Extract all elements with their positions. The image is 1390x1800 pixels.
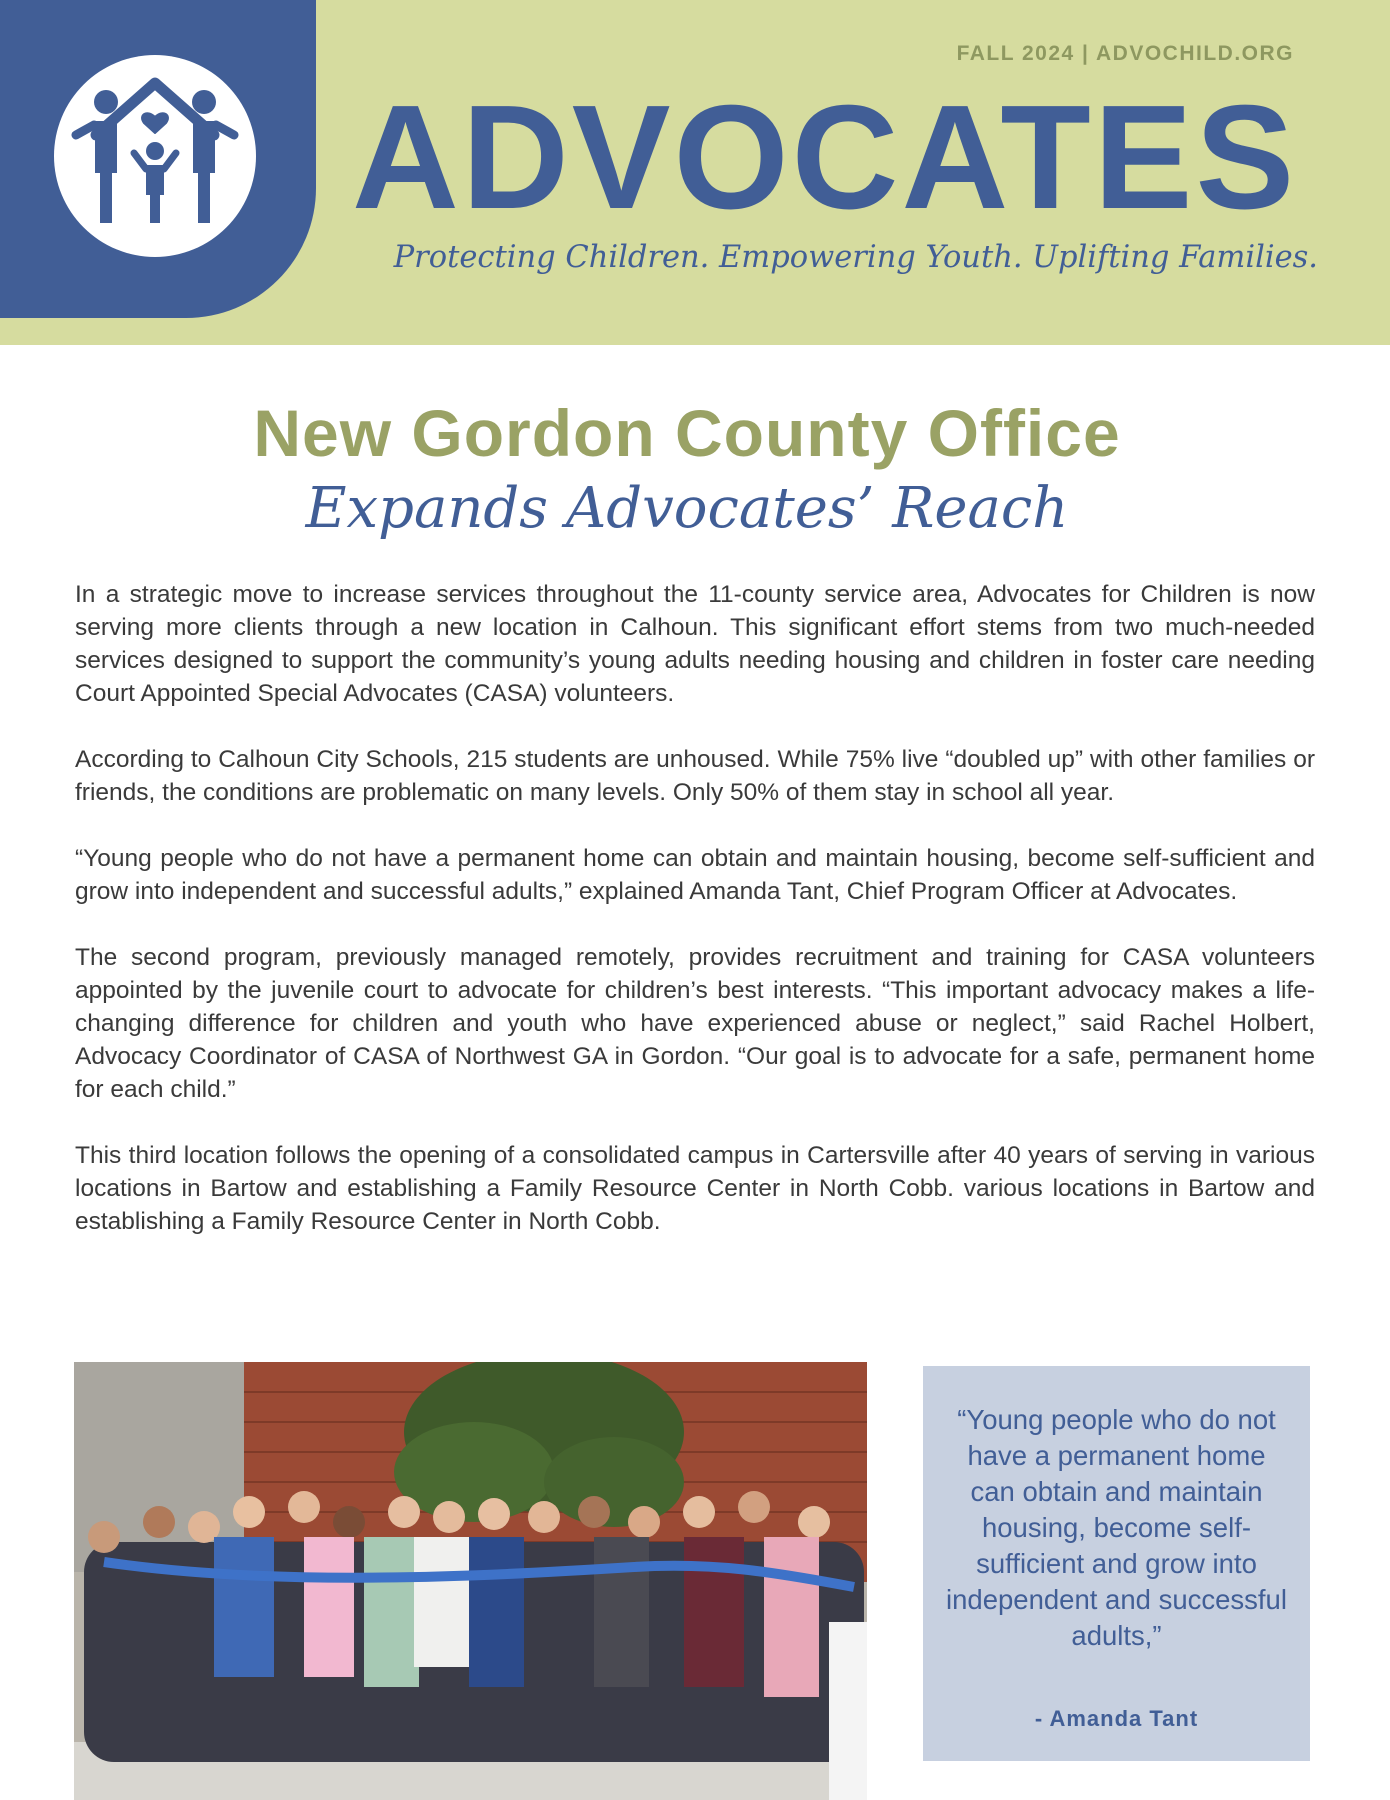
pull-quote-attribution: - Amanda Tant bbox=[1034, 1706, 1199, 1731]
paragraph-3: “Young people who do not have a permanent home can obtain and maintain housing, become self-sufficient and grow into independent and successful adults,” explained Amanda Tant, Chief Program Officer at Advocates. bbox=[75, 845, 1315, 905]
logo-block bbox=[0, 0, 316, 318]
ribbon-cutting-group-photo bbox=[74, 1362, 867, 1800]
masthead-band bbox=[0, 0, 1390, 345]
article-headline: New Gordon County Office bbox=[253, 396, 1121, 470]
pull-quote-box bbox=[923, 1366, 1310, 1761]
issue-date-website: FALL 2024 | ADVOCHILD.ORG bbox=[956, 42, 1294, 65]
paragraph-4: The second program, previously managed remotely, provides recruitment and training for CASA volunteers appointed by the juvenile court to advocate for children’s best interests. “This important advocacy makes a life-changing difference for children and youth who have experienced abuse or neglect,” said Rachel Holbert, Advocacy Coordinator of CASA of Northwest GA in Gordon. “Our goal is to advocate for a safe, permanent home for each child.” bbox=[75, 944, 1315, 1103]
paragraph-5: This third location follows the opening of a consolidated campus in Cartersville after 40 years of serving in various locations in Bartow and establishing a Family Resource Center in North Cobb. various locations in Bartow and establishing a Family Resource Center in North Cobb. bbox=[75, 1142, 1315, 1235]
article-body bbox=[75, 578, 1315, 1271]
pull-quote-text: “Young people who do not have a permanent home can obtain and maintain housing, become self-sufficient and grow into independent and successful adults,” bbox=[946, 1404, 1287, 1651]
newsletter-title: ADVOCATES bbox=[352, 75, 1298, 240]
paragraph-2: According to Calhoun City Schools, 215 students are unhoused. While 75% live “doubled up” with other families or friends, the conditions are problematic on many levels. Only 50% of them stay in school all year. bbox=[75, 746, 1315, 806]
family-house-heart-icon bbox=[54, 55, 256, 257]
paragraph-1: In a strategic move to increase services throughout the 11-county service area, Advocates for Children is now serving more clients through a new location in Calhoun. This significant effort stems from two much-needed services designed to support the community’s young adults needing housing and children in foster care needing Court Appointed Special Advocates (CASA) volunteers. bbox=[75, 581, 1315, 707]
article-subhead: Expands Advocates’ Reach bbox=[305, 476, 1069, 541]
tagline: Protecting Children. Empowering Youth. Uplifting Families. bbox=[393, 240, 1318, 275]
